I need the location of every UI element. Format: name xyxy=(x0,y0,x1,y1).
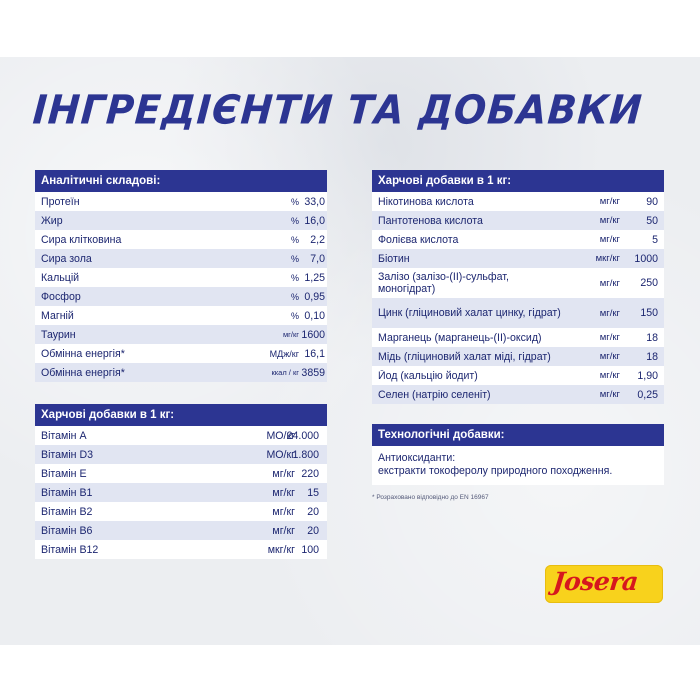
row-unit: мг/кг xyxy=(599,332,620,343)
row-name: Вітамін B2 xyxy=(41,505,93,518)
row-value: 250 xyxy=(640,277,658,289)
row-unit: % xyxy=(290,272,299,283)
row-value: 24.000 xyxy=(286,429,319,442)
row-value: 16,1 xyxy=(304,347,325,360)
row-unit: мкг/кг xyxy=(595,253,620,264)
row-unit: мг/кг xyxy=(599,351,620,362)
antioxidants-label: Антиоксиданти: xyxy=(378,452,456,464)
table-header: Харчові добавки в 1 кг: xyxy=(372,170,664,192)
row-unit: МО/кг xyxy=(266,448,295,461)
table-row xyxy=(35,464,327,483)
row-unit: мг/кг xyxy=(272,467,295,480)
row-value: 1000 xyxy=(634,252,658,265)
table-row xyxy=(35,192,327,211)
brand-logo xyxy=(545,565,663,603)
table-row xyxy=(372,347,664,366)
row-unit: мг/кг xyxy=(599,370,620,381)
row-value: 33,0 xyxy=(304,195,325,208)
row-name: Залізо (залізо-(II)-сульфат, моногідрат) xyxy=(378,271,509,295)
row-name: Вітамін B1 xyxy=(41,486,93,499)
row-unit: % xyxy=(290,234,299,245)
row-value: 100 xyxy=(301,543,319,556)
analytical-constituents-table xyxy=(35,170,327,382)
table-header: Харчові добавки в 1 кг: xyxy=(35,404,327,426)
table-row xyxy=(372,249,664,268)
row-value: 5 xyxy=(652,233,658,246)
row-name: Вітамін B6 xyxy=(41,524,93,537)
row-value: 90 xyxy=(646,195,658,208)
row-unit: мг/кг xyxy=(599,307,620,319)
table-row xyxy=(35,268,327,287)
antioxidants-text: екстракти токоферолу природного походження. xyxy=(378,465,613,477)
row-unit: мкг/кг xyxy=(267,543,295,556)
table-row xyxy=(35,344,327,363)
table-row xyxy=(35,521,327,540)
row-name: Сира клітковина xyxy=(41,233,122,246)
table-row xyxy=(35,426,327,445)
table-row xyxy=(372,268,664,298)
technological-additives-box xyxy=(372,424,664,485)
additives-table xyxy=(372,170,664,404)
row-name: Нікотинова кислота xyxy=(378,195,474,208)
row-name: Таурин xyxy=(41,328,76,341)
row-name: Сира зола xyxy=(41,252,92,265)
row-unit: % xyxy=(290,215,299,226)
table-row xyxy=(372,230,664,249)
row-value: 0,10 xyxy=(304,309,325,322)
row-value: 20 xyxy=(307,524,319,537)
row-name: Вітамін A xyxy=(41,429,87,442)
row-unit: ккал / кг xyxy=(271,368,299,377)
row-name: Фолієва кислота xyxy=(378,233,459,246)
row-unit: % xyxy=(290,196,299,207)
table-row xyxy=(372,385,664,404)
row-value: 3859 xyxy=(301,366,325,379)
row-value: 220 xyxy=(301,467,319,480)
row-unit: % xyxy=(290,310,299,321)
logo-text: Josera xyxy=(551,567,640,596)
row-value: 0,25 xyxy=(637,388,658,401)
row-unit: мг/кг xyxy=(599,277,620,289)
table-row xyxy=(35,483,327,502)
row-name: Марганець (марганець-(II)-оксид) xyxy=(378,331,542,344)
row-name: Фосфор xyxy=(41,290,81,303)
row-value: 1,90 xyxy=(637,369,658,382)
row-name: Протеїн xyxy=(41,195,80,208)
vitamins-table xyxy=(35,404,327,559)
row-name: Біотин xyxy=(378,252,410,265)
table-row xyxy=(35,230,327,249)
row-unit: мг/кг xyxy=(599,215,620,226)
table-row xyxy=(372,298,664,328)
table-row xyxy=(35,325,327,344)
table-row xyxy=(35,211,327,230)
row-name: Цинк (гліциновий халат цинку, гідрат) xyxy=(378,307,561,319)
table-row xyxy=(372,211,664,230)
table-row xyxy=(35,445,327,464)
row-value: 1,25 xyxy=(304,271,325,284)
row-unit: мг/кг xyxy=(272,486,295,499)
row-name: Вітамін E xyxy=(41,467,87,480)
table-row xyxy=(35,287,327,306)
table-row xyxy=(372,192,664,211)
row-value: 0,95 xyxy=(304,290,325,303)
row-value: 18 xyxy=(646,331,658,344)
row-name: Обмінна енергія* xyxy=(41,366,125,379)
row-name: Селен (натрію селеніт) xyxy=(378,388,491,401)
row-name: Обмінна енергія* xyxy=(41,347,125,360)
row-value: 2,2 xyxy=(310,233,325,246)
row-name: Йод (кальцію йодит) xyxy=(378,369,478,382)
row-unit: мг/кг xyxy=(599,196,620,207)
row-name: Пантотенова кислота xyxy=(378,214,483,227)
table-row xyxy=(372,328,664,347)
table-header: Аналітичні складові: xyxy=(35,170,327,192)
row-name: Жир xyxy=(41,214,63,227)
row-name: Кальцій xyxy=(41,271,80,284)
table-row xyxy=(35,540,327,559)
footnote: * Розраховано відповідно до EN 16967 xyxy=(372,494,489,501)
technological-body xyxy=(372,446,664,485)
row-value: 15 xyxy=(307,486,319,499)
table-row xyxy=(35,363,327,382)
table-body xyxy=(35,192,327,382)
row-value: 50 xyxy=(646,214,658,227)
row-unit: % xyxy=(290,253,299,264)
row-name: Вітамін D3 xyxy=(41,448,94,461)
table-body xyxy=(372,192,664,404)
table-body xyxy=(35,426,327,559)
table-row xyxy=(35,306,327,325)
table-header: Технологічні добавки: xyxy=(372,424,664,446)
row-unit: % xyxy=(290,291,299,302)
row-unit: мг/кг xyxy=(272,524,295,537)
row-value: 16,0 xyxy=(304,214,325,227)
row-unit: МДж/кг xyxy=(269,348,299,359)
row-name: Магній xyxy=(41,309,74,322)
row-value: 1600 xyxy=(301,328,325,341)
row-unit: мг/кг xyxy=(599,234,620,245)
row-value: 20 xyxy=(307,505,319,518)
table-row xyxy=(35,502,327,521)
row-value: 18 xyxy=(646,350,658,363)
row-value: 7,0 xyxy=(310,252,325,265)
row-unit: мг/кг xyxy=(599,389,620,400)
page-title: ІНГРЕДІЄНТИ ТА ДОБАВКИ xyxy=(31,86,645,134)
row-unit: МО/кг xyxy=(266,429,295,442)
table-row xyxy=(35,249,327,268)
row-name: Мідь (гліциновий халат міді, гідрат) xyxy=(378,350,551,363)
row-unit: мг/кг xyxy=(272,505,295,518)
row-name: Вітамін B12 xyxy=(41,543,99,556)
table-row xyxy=(372,366,664,385)
row-value: 150 xyxy=(640,307,658,319)
row-value: 1.800 xyxy=(292,448,319,461)
row-unit: мг/кг xyxy=(283,330,299,339)
